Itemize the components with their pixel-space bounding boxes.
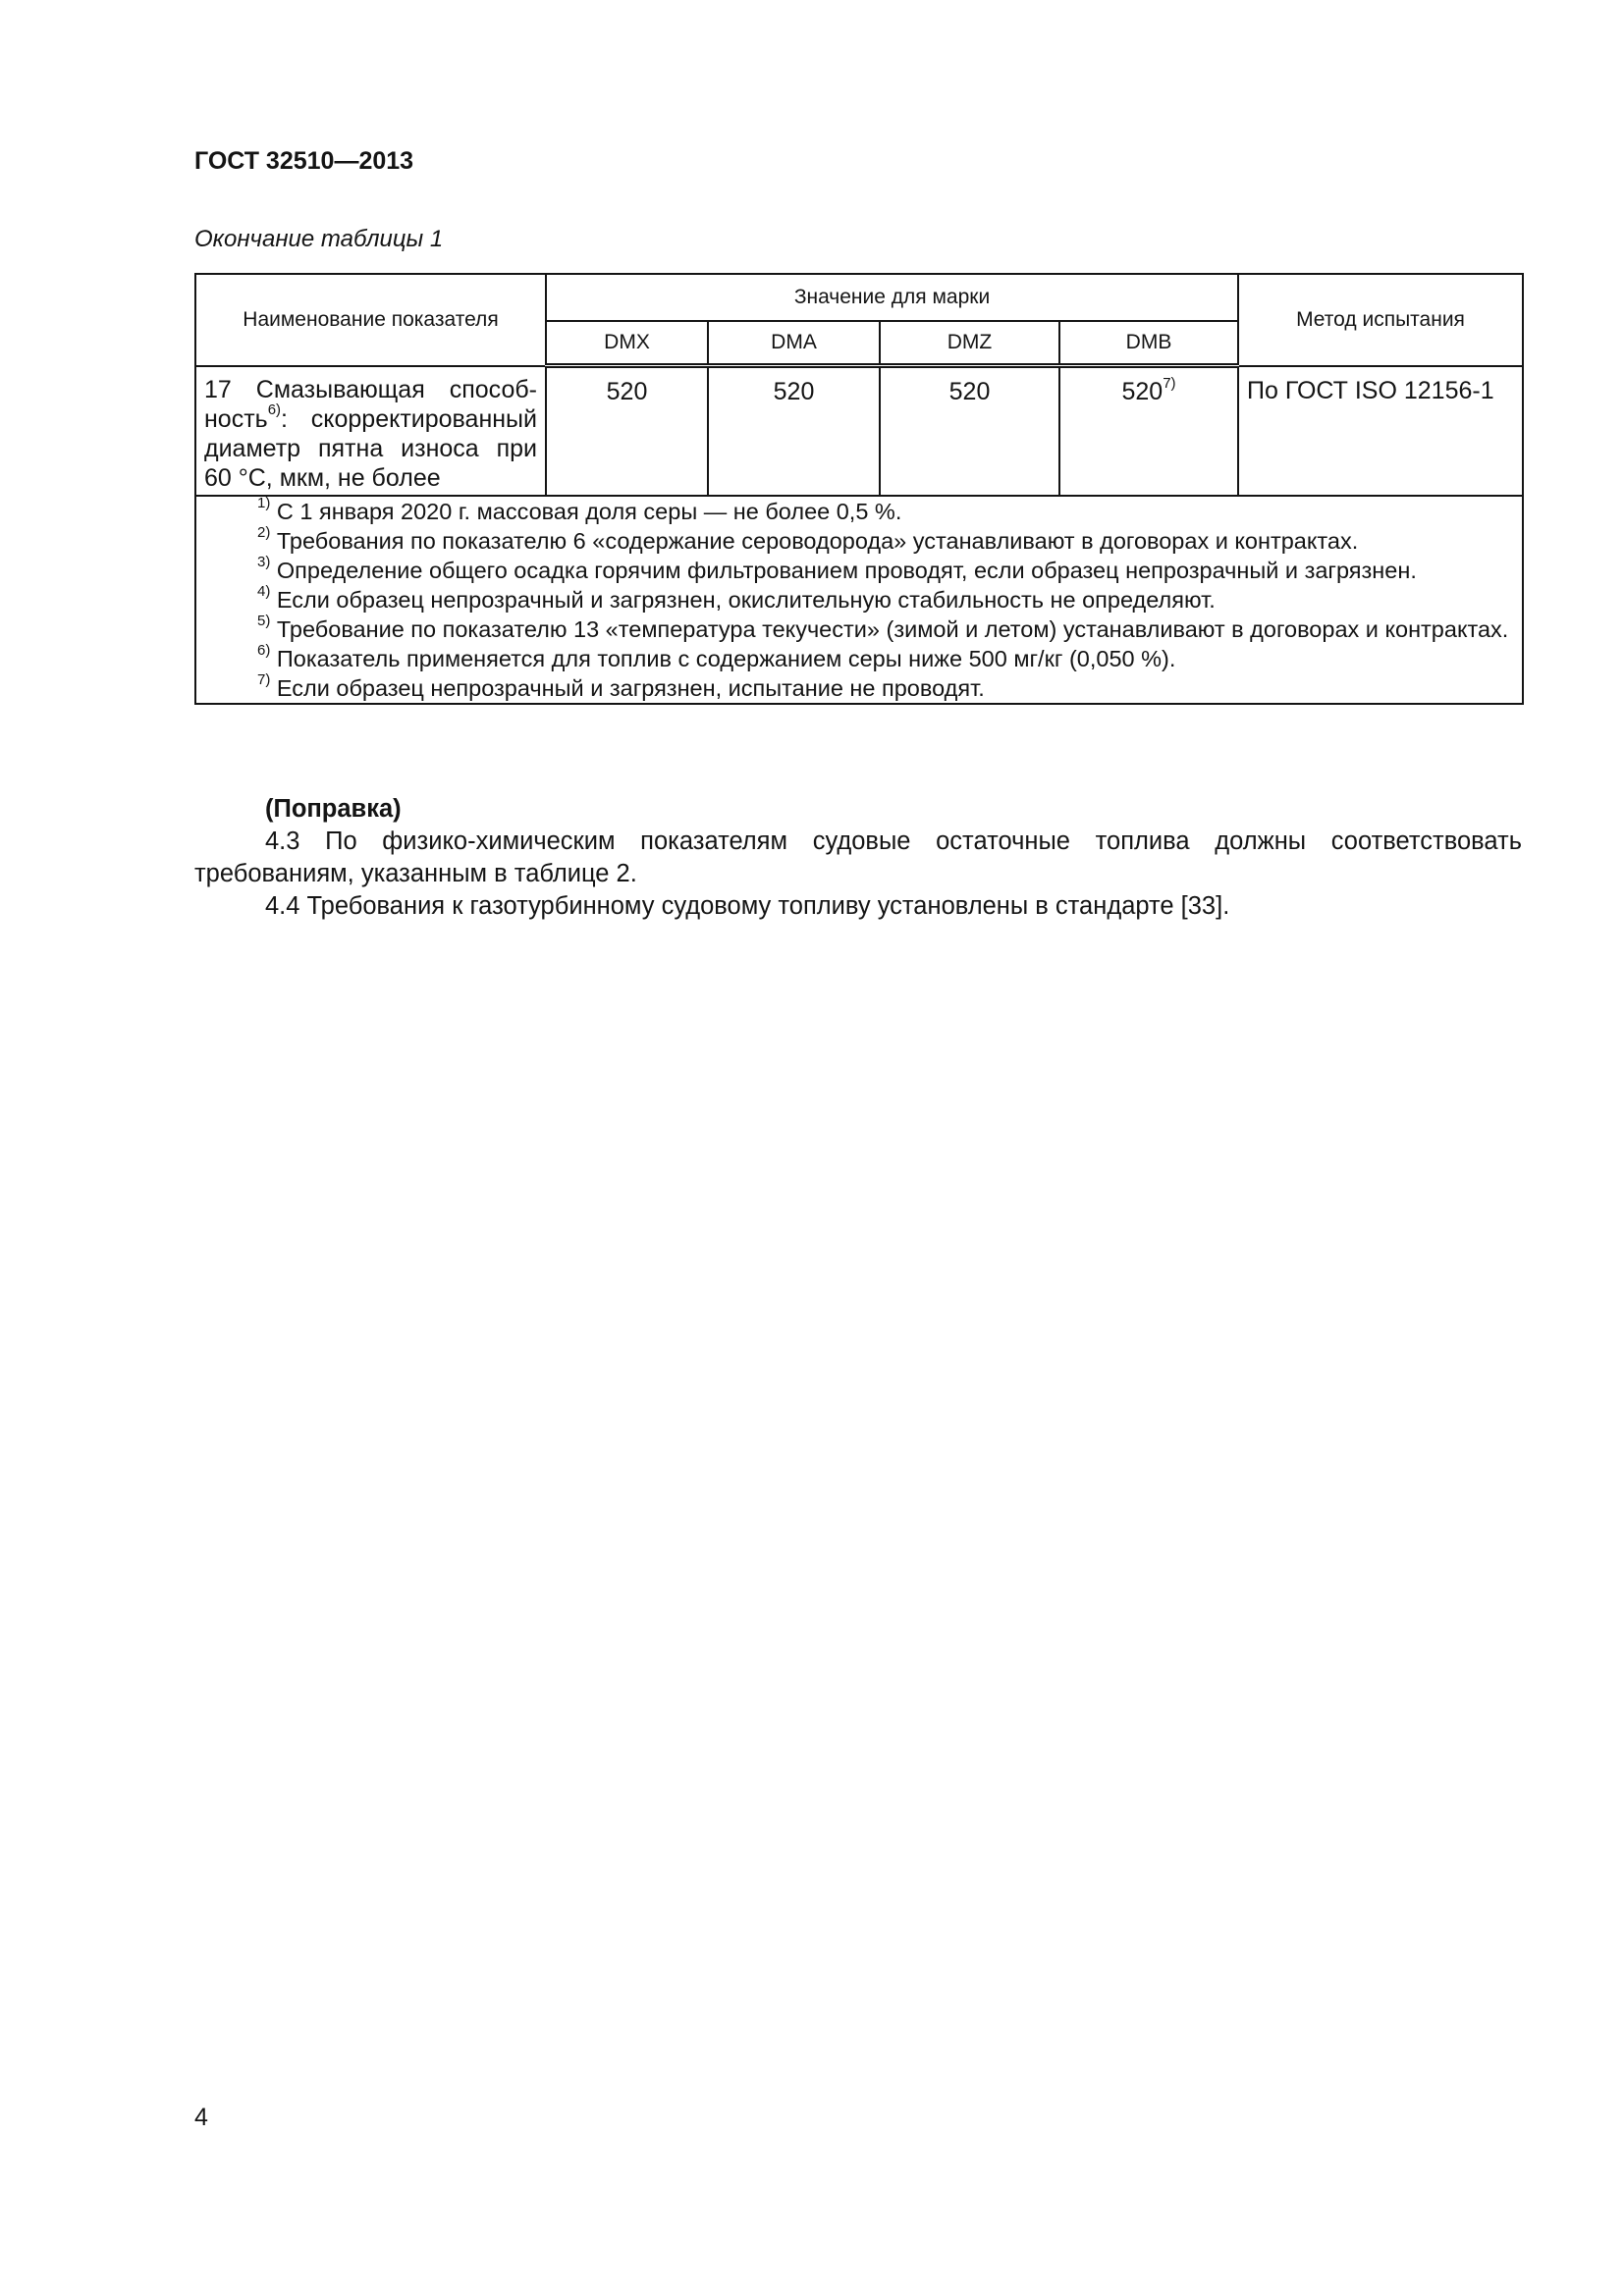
footnote-text: С 1 января 2020 г. массовая доля серы — не более 0,5 %. xyxy=(276,498,902,524)
value-dma: 520 xyxy=(708,366,880,496)
value-dmb-number: 520 xyxy=(1121,378,1164,405)
row-name-part1: 17 Смазывающая способ-ность xyxy=(204,375,537,433)
footnotes-cell xyxy=(195,496,1523,704)
footnote xyxy=(196,582,1522,614)
footnote xyxy=(196,670,1522,703)
specification-table xyxy=(194,273,1524,705)
footnote-mark: 2) xyxy=(257,523,271,541)
footnote-text: Если образец непрозрачный и загрязнен, испытание не проводят. xyxy=(276,674,985,701)
table-caption: Окончание таблицы 1 xyxy=(194,226,444,252)
row-name-cell xyxy=(195,366,546,496)
footnote xyxy=(196,614,1522,644)
footnote-text: Требования по показателю 6 «содержание сероводорода» устанавливают в договорах и контрактах. xyxy=(276,527,1359,554)
footnote xyxy=(196,641,1522,673)
footnote-mark: 3) xyxy=(257,553,271,570)
header-method: Метод испытания xyxy=(1238,274,1523,366)
footnote-mark: 5) xyxy=(257,612,271,629)
footnote-text: Если образец непрозрачный и загрязнен, окислительную стабильность не определяют. xyxy=(276,586,1216,613)
footnote-mark: 4) xyxy=(257,582,271,600)
footnote xyxy=(196,523,1522,556)
footnote-text: Требование по показателю 13 «температура текучести» (зимой и летом) устанавливают в договорах и контрактах. xyxy=(276,615,1509,642)
table-row xyxy=(195,366,1523,496)
footnote xyxy=(196,553,1522,585)
footnote-mark: 1) xyxy=(257,494,271,511)
footnote-text: Определение общего осадка горячим фильтрованием проводят, если образец непрозрачный и загрязнен. xyxy=(276,557,1417,583)
document-header: ГОСТ 32510—2013 xyxy=(194,147,414,175)
footnote xyxy=(196,494,1522,526)
header-grade-dmx: DMX xyxy=(546,321,708,366)
value-dmz: 520 xyxy=(880,366,1059,496)
page-number: 4 xyxy=(194,2104,208,2131)
clause-4-3: 4.3 По физико-химическим показателям судовые остаточные топлива должны соответствовать требованиям, указанным в таблице 2. xyxy=(194,828,1522,887)
header-value-group: Значение для марки xyxy=(546,274,1238,321)
header-grade-dmz: DMZ xyxy=(880,321,1059,366)
footnote-mark: 6) xyxy=(257,641,271,659)
row-name-part2: : скорректированный диаметр пятна износа при 60 °С, мкм, не более xyxy=(204,404,537,492)
footnote-ref: 7) xyxy=(1163,374,1176,392)
value-dmb xyxy=(1059,366,1238,496)
footnote-ref: 6) xyxy=(267,401,282,419)
footnote-mark: 7) xyxy=(257,670,271,688)
footnote-text: Показатель применяется для топлив с содержанием серы ниже 500 мг/кг (0,050 %). xyxy=(276,645,1176,671)
value-dmx: 520 xyxy=(546,366,708,496)
header-grade-dma: DMA xyxy=(708,321,880,366)
amendment-note: (Поправка) xyxy=(265,795,402,823)
body-text xyxy=(194,793,1522,923)
method-cell: По ГОСТ ISO 12156-1 xyxy=(1238,366,1523,496)
clause-4-4: 4.4 Требования к газотурбинному судовому топливу установлены в стандарте [33]. xyxy=(265,892,1230,920)
header-grade-dmb: DMB xyxy=(1059,321,1238,366)
header-name: Наименование показателя xyxy=(195,274,546,366)
